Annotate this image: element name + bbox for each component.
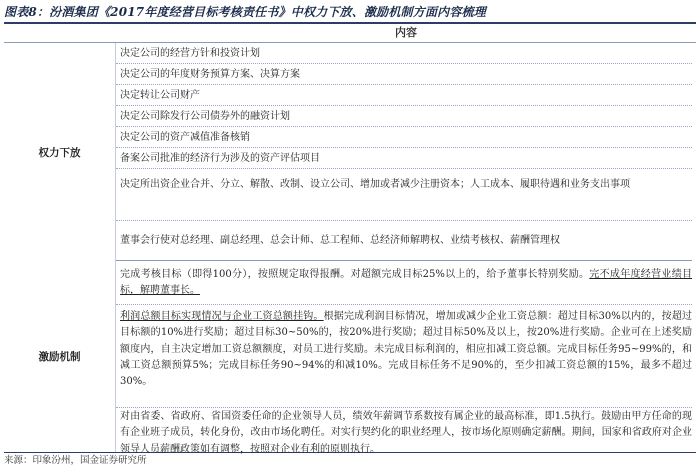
figure-title: 图表8：汾酒集团《2017年度经营目标考核责任书》中权力下放、激励机制方面内容梳理 <box>4 5 486 19</box>
list-item: 对由省委、省政府、省国资委任命的企业领导人员，绩效年薪调节系数按有属企业的最高标准，即1.5执行。鼓励由甲方任命的现有企业班子成员，转化身份，改由市场化聘任。对实行契约化的职业经理人，按市场化原则确定薪酬。期间，国家和省政府对企业领导人员薪酬政策如有调整，按照对企业有利的原则执行。 <box>120 411 692 455</box>
list-item: 决定转让公司财产 <box>116 85 692 106</box>
incentive-highlight: 利润总额目标实现情况与企业工资总额挂钩。 <box>120 311 324 322</box>
incentive-text: 根据完成利润目标情况，增加或减少企业工资总额：超过目标30%以内的，按超过目标额的10%进行奖励；超过目标30~50%的，按20%进行奖励；超过目标50%及以上，按20%进行奖励。企业可在上述奖励额度内，自主决定增加工资总额额度，对员工进行奖励。未完成目标利润的，相应扣减工资总额。完成目标任务95~99%的，和减工资总额预算5%；完成目标任务90~94%的和减10%。完成目标任务不足90%的，至少扣减工资总额的15%，最多不超过30%。 <box>120 311 693 388</box>
source-note: 来源：印象汾州，国金证券研究所 <box>4 455 147 466</box>
list-item <box>116 305 692 408</box>
list-item <box>116 261 692 305</box>
list-item: 决定公司的年度财务预算方案、决算方案 <box>116 64 692 85</box>
category-label: 权力下放 <box>38 146 81 159</box>
table-header <box>4 24 696 43</box>
list-item: 决定所出资企业合并、分立、解散、改制、设立公司、增加或者减少注册资本；人工成本、履职待遇和业务支出事项 <box>116 169 692 221</box>
content-table <box>4 22 696 453</box>
list-item: 备案公司批准的经济行为涉及的资产评估项目 <box>116 148 692 169</box>
incentive-highlight: 完不成年度经营业绩目标，解聘董事长。 <box>120 269 692 297</box>
incentive-text: 完成考核目标（即得100分），按照规定取得报酬。对超额完成目标25%以上的，给予董事长特别奖励。 <box>120 269 590 280</box>
content-column-header: 内容 <box>395 26 417 39</box>
category-incentive-mechanism <box>4 261 116 452</box>
list-item: 决定公司的资产减值准备核销 <box>116 127 692 148</box>
category-label: 激励机制 <box>38 351 81 363</box>
list-item: 董事会行使对总经理、副总经理、总会计师、总工程师、总经济师解聘权、业绩考核权、薪酬管理权 <box>116 221 692 261</box>
category-power-delegation <box>4 43 116 262</box>
list-item: 决定公司的经营方针和投资计划 <box>116 43 692 64</box>
list-item: 决定公司除发行公司债券外的融资计划 <box>116 106 692 127</box>
